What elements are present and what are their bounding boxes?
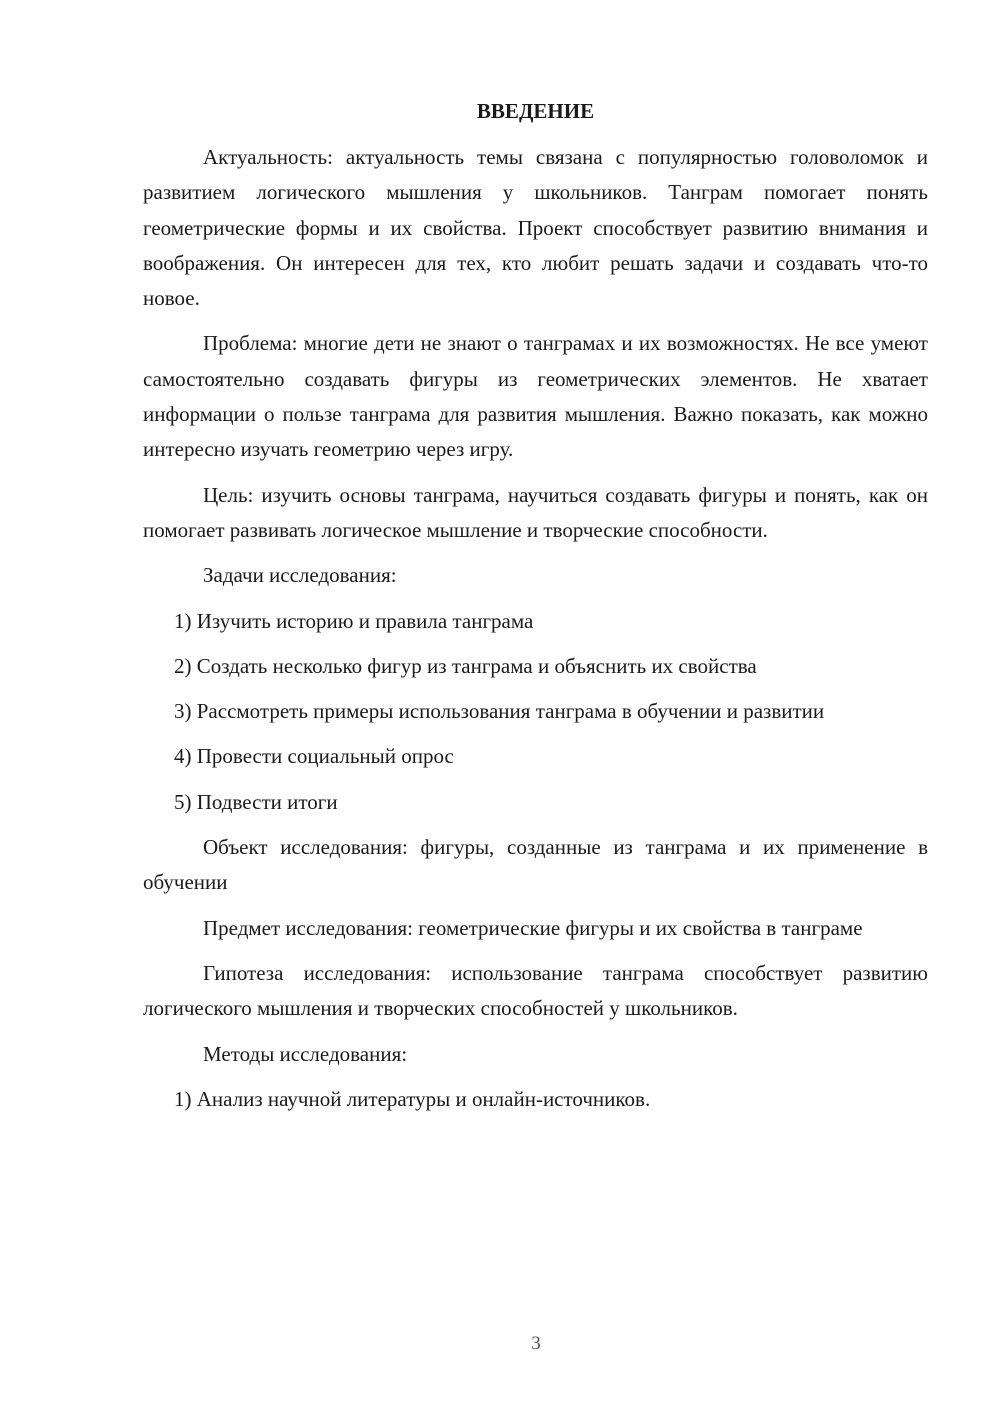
task-item: 3) Рассмотреть примеры использования танграма в обучении и развитии [174, 699, 825, 724]
task-item: 4) Провести социальный опрос [174, 744, 454, 769]
paragraph-hypothesis: Гипотеза исследования: использование танграма способствует развитию логического мышления и творческих способностей у школьников. [143, 960, 928, 1021]
method-item: 1) Анализ научной литературы и онлайн-источников. [174, 1086, 651, 1111]
paragraph-problem: Проблема: многие дети не знают о танграмах и их возможностях. Не все умеют самостоятельно создавать фигуры из геометрических элементов. Не хватает информации о пользе танграма для развития мышления. Важно показать, как можно интересно изучать геометрию через игру. [143, 331, 928, 462]
page-number: 3 [531, 1333, 541, 1354]
task-item: 5) Подвести итоги [174, 789, 338, 814]
tasks-heading: Задачи исследования: [203, 563, 397, 588]
task-item: 2) Создать несколько фигур из танграма и объяснить их свойства [174, 653, 757, 678]
methods-heading: Методы исследования: [203, 1041, 408, 1066]
paragraph-relevance: Актуальность: актуальность темы связана с популярностью головоломок и развитием логического мышления у школьников. Танграм помогает понять геометрические формы и их свойства. Проект способствует развитию внимания и воображения. Он интересен для тех, кто любит решать задачи и создавать что-то новое. [143, 145, 928, 311]
paragraph-subject: Предмет исследования: геометрические фигуры и их свойства в танграме [203, 915, 863, 940]
document-page [143, 96, 928, 1127]
paragraph-object: Объект исследования: фигуры, созданные из танграма и их применение в обучении [143, 835, 928, 895]
task-item: 1) Изучить историю и правила танграма [174, 608, 534, 633]
section-title: ВВЕДЕНИЕ [476, 99, 595, 123]
paragraph-goal: Цель: изучить основы танграма, научиться создавать фигуры и понять, как он помогает развивать логическое мышление и творческие способности. [143, 482, 928, 542]
